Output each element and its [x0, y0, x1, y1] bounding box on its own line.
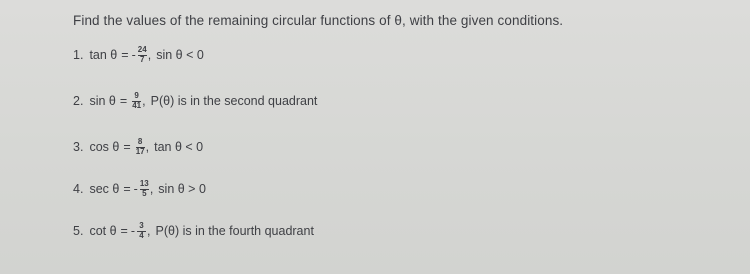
negative-sign: -: [133, 182, 138, 196]
fraction: [138, 46, 147, 64]
negative-sign: -: [130, 224, 136, 238]
equals-sign: =: [119, 94, 128, 108]
denominator: 41: [132, 101, 142, 110]
comma: ,: [145, 140, 150, 154]
problem-number: 4.: [73, 182, 84, 196]
problem-4: [73, 177, 206, 201]
problem-3: [73, 135, 203, 159]
comma: ,: [142, 94, 146, 108]
problem-number: 2.: [73, 94, 84, 108]
fraction: [140, 180, 149, 198]
numerator: 9: [134, 91, 139, 100]
fraction: [132, 92, 141, 110]
denominator: 7: [140, 55, 145, 64]
denominator: 5: [142, 189, 147, 198]
numerator: 24: [137, 45, 147, 54]
equals-sign: =: [123, 182, 131, 196]
problem-number: 5.: [73, 224, 84, 238]
problem-number: 3.: [73, 140, 84, 154]
equals-sign: =: [120, 224, 128, 238]
instructions-heading: Find the values of the remaining circular functions of θ, with the given conditions.: [73, 13, 564, 28]
problem-number: 1.: [73, 48, 84, 62]
function-name: sin θ: [89, 94, 116, 108]
function-name: cot θ: [89, 224, 117, 238]
given-condition: P(θ) is in the fourth quadrant: [155, 224, 314, 238]
problem-2: [73, 89, 317, 113]
denominator: 4: [139, 231, 144, 240]
fraction: [137, 222, 146, 240]
equals-sign: =: [123, 140, 131, 154]
negative-sign: -: [131, 48, 136, 62]
given-condition: tan θ < 0: [154, 140, 204, 154]
numerator: 8: [137, 137, 143, 146]
comma: ,: [147, 224, 151, 238]
equals-sign: =: [121, 48, 129, 62]
function-name: sec θ: [89, 182, 120, 196]
function-name: tan θ: [89, 48, 118, 62]
fraction: [136, 138, 145, 156]
comma: ,: [147, 48, 152, 62]
problem-1: [73, 43, 204, 67]
given-condition: sin θ > 0: [158, 182, 206, 196]
given-condition: sin θ < 0: [156, 48, 204, 62]
denominator: 17: [135, 147, 145, 156]
problem-5: [73, 219, 314, 243]
given-condition: P(θ) is in the second quadrant: [150, 94, 318, 108]
function-name: cos θ: [89, 140, 120, 154]
numerator: 13: [139, 179, 149, 188]
numerator: 3: [139, 221, 144, 230]
comma: ,: [149, 182, 154, 196]
